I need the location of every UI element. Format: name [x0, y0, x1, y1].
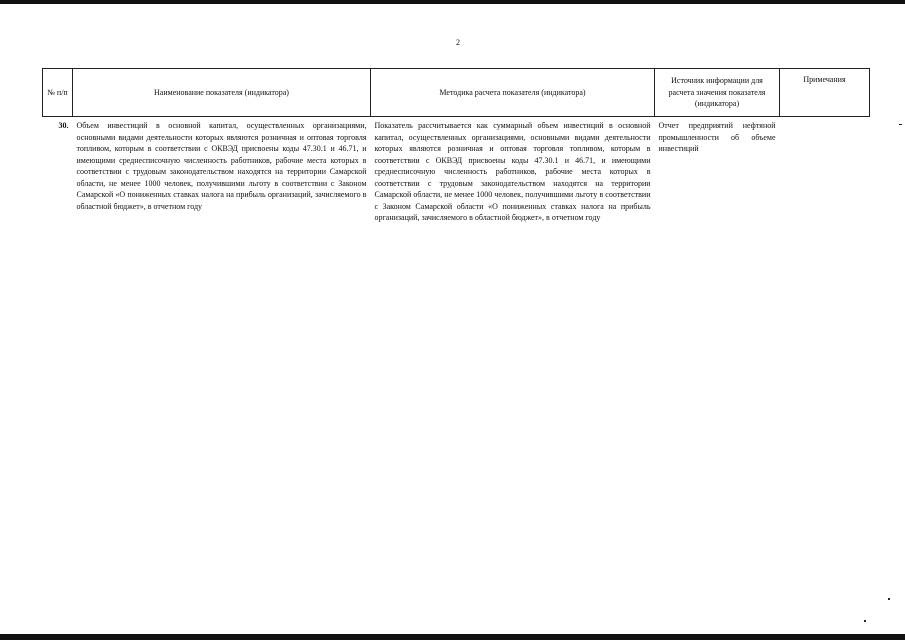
scan-border-top [0, 0, 905, 4]
header-indicator-name: Наименование показателя (индикатора) [73, 69, 371, 117]
page-number: 2 [456, 38, 460, 47]
scan-speck [888, 598, 890, 600]
header-calculation-method: Методика расчета показателя (индикатора) [371, 69, 655, 117]
scan-speck [899, 124, 902, 125]
scan-speck [864, 620, 866, 622]
table-header-row [43, 69, 870, 117]
scan-border-bottom [0, 634, 905, 640]
row-number: 30. [58, 121, 69, 130]
row-notes [780, 117, 870, 224]
table-row [43, 117, 870, 224]
row-calculation-method: Показатель рассчитывается как суммарный объем инвестиций в основной капитал, осуществленных организациями, основными видами деятельности которых являются розничная и оптовая торговля топливом, которым в соответствии с ОКВЭД присвоены коды 47.30.1 и 46.71, и имеющими среднесписочную численность работников, рабочие места которых в соответствии с трудовым законодательством находятся на территории Самарской области, не менее 1000 человек, получившими льготу в соответствии с Законом Самарской области «О пониженных ставках налога на прибыль организаций, зачисляемого в областной бюджет», в отчетном году [374, 121, 651, 222]
header-information-source: Источник информации для расчета значения показателя (индикатора) [655, 69, 780, 117]
row-information-source: Отчет предприятий нефтяной промышленности об объеме инвестиций [658, 121, 776, 153]
row-indicator-name: Объем инвестиций в основной капитал, осуществленных организациями, основными видами деятельности которых являются розничная и оптовая торговля топливом, которым в соответствии с ОКВЭД присвоены коды 47.30.1 и 46.71, и имеющими среднесписочную численность работников, рабочие места которых в соответствии с трудовым законодательством находятся на территории Самарской области, не менее 1000 человек, получившими льготу в соответствии с Законом Самарской «О пониженных ставках налога на прибыль организаций, зачисляемого в областной бюджет», в отчетном году [76, 121, 367, 211]
indicator-table [42, 68, 870, 224]
header-notes: Примечания [780, 69, 870, 117]
header-number: № п/п [43, 69, 73, 117]
